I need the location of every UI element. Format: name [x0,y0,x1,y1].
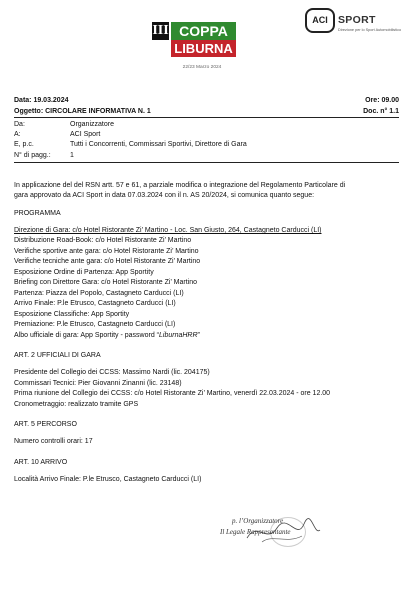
program-line: Arrivo Finale: P.le Etrusco, Castagneto Carducci (LI) [14,300,176,307]
aci-sport-subtitle: Direzione per lo Sport Automobilistico [338,28,402,32]
event-date: 22/23 Marzo 2024 [182,65,222,70]
art5-line: Numero controlli orari: 17 [14,438,93,445]
program-line: Direzione di Gara: c/o Hotel Ristorante Zi’ Martino - Loc. San Giusto, 264, Castagneto Carducci (LI) [14,227,322,234]
program-line: Partenza: Piazza del Popolo, Castagneto Carducci (LI) [14,290,184,297]
from-label: Da: [14,121,25,128]
art2-line: Prima riunione del Collegio dei CCSS: c/o Hotel Ristorante Zi’ Martino, venerdì 22.03.2024 - ore 12.00 [14,390,331,397]
program-line [14,332,200,340]
art2-line: Commissari Tecnici: Pier Giovanni Zinanni (lic. 23148) [14,380,182,387]
program-line: Esposizione Ordine di Partenza: App Sportity [14,269,154,276]
art2-line: Cronometraggio: realizzato tramite GPS [14,401,139,408]
from-value: Organizzatore [70,121,114,128]
password-text: LiburnaHRR [159,332,198,339]
section-heading-art5: ART. 5 PERCORSO [14,421,77,428]
doc-subject: Oggetto: CIRCOLARE INFORMATIVA N. 1 [14,108,151,115]
program-line: Premiazione: P.le Etrusco, Castagneto Carducci (LI) [14,321,176,328]
art2-line: Presidente del Collegio dei CCSS: Massimo Nardi (lic. 204175) [14,369,210,376]
to-label: A: [14,131,21,138]
doc-number: Doc. n° 1.1 [363,108,399,115]
pages-label: N° di pagg.: [14,152,51,159]
to-value: ACI Sport [70,131,101,138]
doc-date: Data: 19.03.2024 [14,97,69,104]
divider [14,117,399,118]
quote-close: ” [197,332,200,339]
albo-text: Albo ufficiale di gara: App Sportity - password “ [14,332,160,339]
art10-line: Località Arrivo Finale: P.le Etrusco, Castagneto Carducci (LI) [14,476,202,483]
signature-title: Il Legale Rappresentante [220,528,291,536]
intro-line: gara approvato da ACI Sport in data 07.03.2024 con il n. AS 20/2024, si comunica quanto segue: [14,192,315,199]
logo-coppa: COPPA [171,22,236,40]
section-heading-art2: ART. 2 UFFICIALI DI GARA [14,352,101,359]
program-line: Verifiche tecniche ante gara: c/o Hotel Ristorante Zi’ Martino [14,258,201,265]
divider [14,162,399,163]
program-line: Esposizione Classifiche: App Sportity [14,311,130,318]
doc-time: Ore: 09.00 [365,97,399,104]
logo-liburna: LIBURNA [171,40,236,57]
intro-line: In applicazione del del RSN artt. 57 e 61, a parziale modifica o integrazione del Regolamento Particolare di [14,182,346,189]
logo-iii: III [152,23,169,38]
cc-value: Tutti i Concorrenti, Commissari Sportivi, Direttore di Gara [70,141,247,148]
section-heading-programma: PROGRAMMA [14,210,61,217]
aci-logo-icon: ACI [305,8,335,33]
section-heading-art10: ART. 10 ARRIVO [14,459,68,466]
program-line: Distribuzione Road-Book: c/o Hotel Ristorante Zi’ Martino [14,237,192,244]
cc-label: E, p.c. [14,141,34,148]
program-line: Briefing con Direttore Gara: c/o Hotel Ristorante Zi’ Martino [14,279,197,286]
program-line: Verifiche sportive ante gara: c/o Hotel Ristorante Zi’ Martino [14,248,199,255]
signature-line: p. l’Organizzatore [232,517,284,525]
pages-value: 1 [70,152,74,159]
aci-sport-wordmark: SPORT [338,14,376,26]
